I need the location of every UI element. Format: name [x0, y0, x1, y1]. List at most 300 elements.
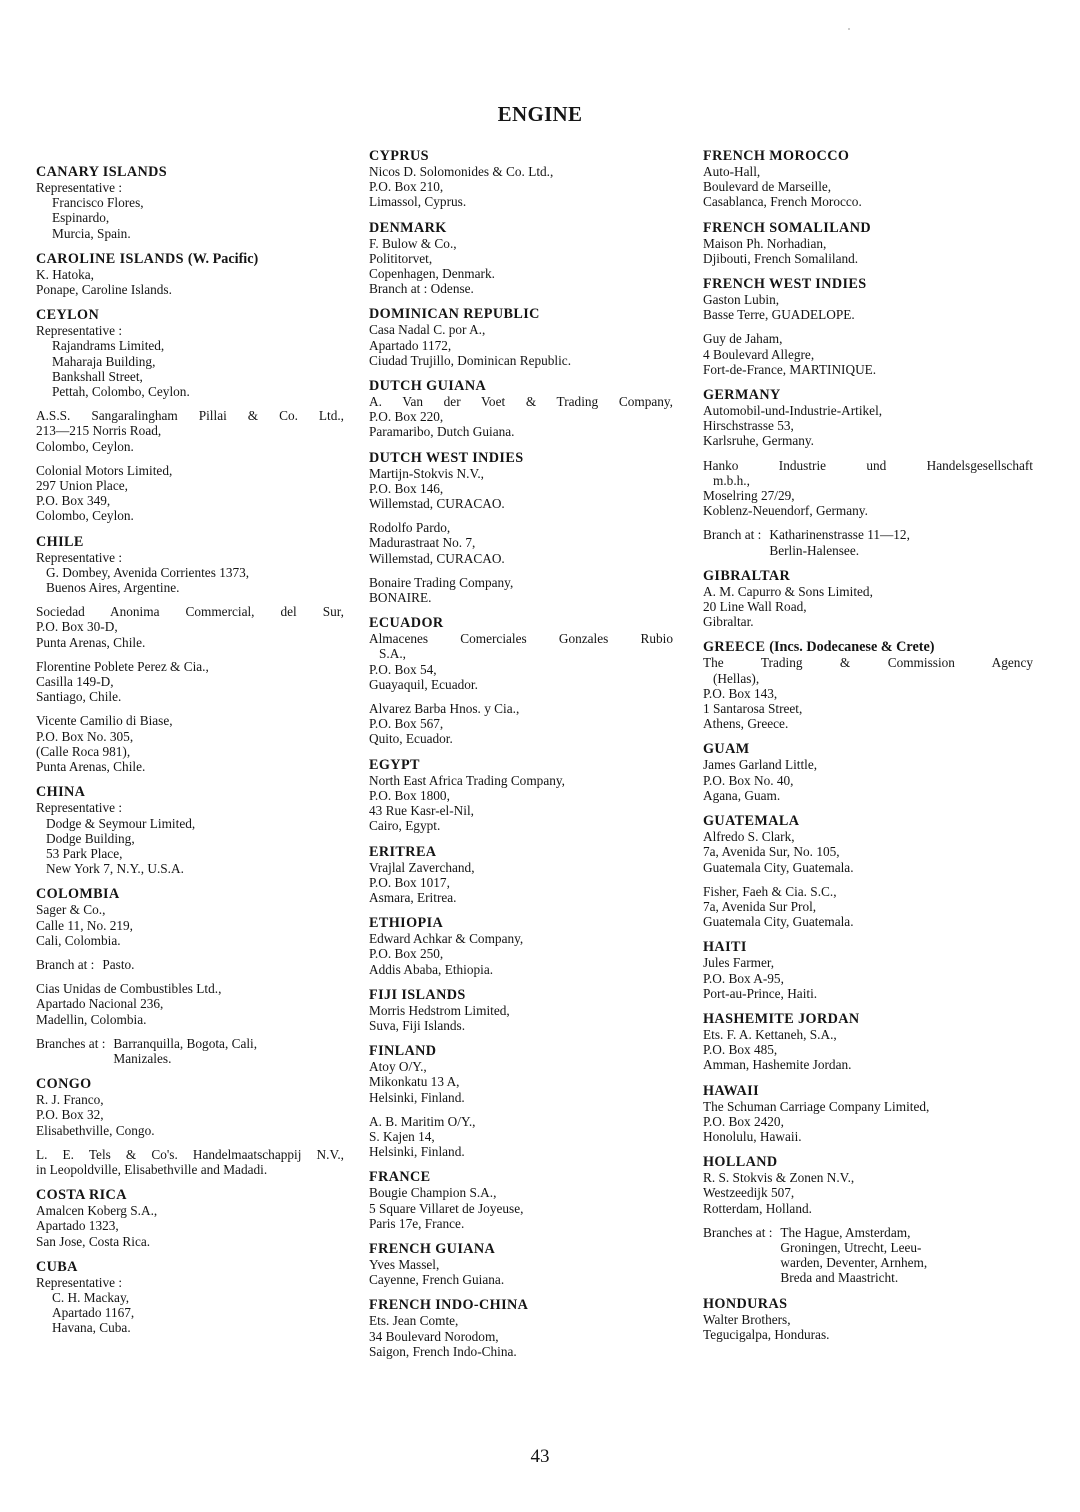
address-line: Guayaquil, Ecuador.: [369, 676, 478, 692]
address-line: 1 Santarosa Street,: [703, 701, 803, 717]
address-line: Nicos D. Solomonides & Co. Ltd.,: [369, 164, 554, 179]
address-line: 4 Boulevard Allegre,: [703, 346, 815, 362]
country-heading: [369, 1297, 673, 1313]
country-heading: [703, 1011, 1033, 1027]
address-line: 297 Union Place,: [36, 478, 128, 494]
country-name: FRENCH INDO-CHINA: [369, 1297, 529, 1314]
address-line: Ciudad Trujillo, Dominican Republic.: [369, 352, 572, 368]
country-heading: [703, 939, 1033, 955]
address-block: [369, 1185, 673, 1231]
address-block: [703, 164, 1033, 210]
address-line: Willemstad, CURACAO.: [369, 550, 505, 566]
address-line: 20 Line Wall Road,: [703, 599, 807, 615]
address-line: Martijn-Stokvis N.V.,: [369, 465, 485, 481]
address-line: Dodge & Seymour Limited,: [46, 815, 196, 831]
address-line: Basse Terre, GUADELOPE.: [703, 307, 855, 323]
branch-place: warden, Deventer, Arnhem,: [780, 1255, 928, 1271]
country-section: [703, 568, 1033, 630]
country-heading: [369, 757, 673, 773]
address-line: Hirschstrasse 53,: [703, 418, 794, 434]
address-line: Paris 17e, France.: [369, 1215, 465, 1231]
address-line: P.O. Box 146,: [369, 480, 444, 496]
address-line: Quito, Ecuador.: [369, 731, 453, 747]
address-block: [703, 884, 1033, 930]
country-name: CAROLINE ISLANDS: [36, 250, 184, 267]
address-line: Maharaja Building,: [52, 353, 156, 369]
address-block: [36, 1203, 344, 1249]
country-qualifier: (W. Pacific): [187, 250, 259, 267]
country-heading: [369, 148, 673, 164]
country-name: CUBA: [36, 1258, 78, 1275]
address-line: P.O. Box 567,: [369, 716, 444, 732]
country-section: [36, 534, 344, 775]
address-block: [36, 713, 344, 774]
country-section: [369, 1043, 673, 1159]
country-section: [369, 1241, 673, 1287]
address-line: 43 Rue Kasr-el-Nil,: [369, 803, 474, 819]
address-line: Punta Arenas, Chile.: [36, 634, 146, 650]
address-line: Fisher, Faeh & Cia. S.C.,: [703, 883, 837, 899]
address-line: Cairo, Egypt.: [369, 818, 441, 834]
address-line: P.O. Box 1017,: [369, 874, 450, 890]
country-section: [36, 886, 344, 1066]
country-section: [369, 757, 673, 834]
country-section: [703, 148, 1033, 210]
country-name: EGYPT: [369, 756, 420, 773]
country-name: CHILE: [36, 533, 84, 550]
country-heading: [36, 534, 344, 550]
country-section: [369, 987, 673, 1033]
branch-entry: [703, 1225, 1033, 1286]
country-name: HONDURAS: [703, 1295, 788, 1312]
country-name: CONGO: [36, 1076, 92, 1093]
address-line: Automobil-und-Industrie-Artikel,: [703, 403, 883, 419]
address-line: in Leopoldville, Elisabethville and Madadi.: [36, 1161, 268, 1177]
address-line: Ets. Jean Comte,: [369, 1313, 459, 1329]
country-heading: [36, 164, 344, 180]
address-block: [369, 1059, 673, 1105]
address-line: A. B. Maritim O/Y.,: [369, 1113, 476, 1129]
country-name: CANARY ISLANDS: [36, 164, 168, 180]
address-line: Port-au-Prince, Haiti.: [703, 985, 818, 1001]
branch-places: [772, 1225, 1033, 1286]
address-line: A.S.S. Sangaralingham Pillai & Co. Ltd.,: [36, 408, 344, 424]
address-block: [369, 701, 673, 747]
address-line: Limassol, Cyprus.: [369, 194, 467, 210]
address-line: North East Africa Trading Company,: [369, 772, 565, 788]
country-name: HAITI: [703, 939, 747, 956]
address-line: Athens, Greece.: [703, 716, 789, 732]
country-section: [703, 1296, 1033, 1342]
address-line: S.A.,: [379, 646, 406, 662]
address-line: Guatemala City, Guatemala.: [703, 859, 854, 875]
branch-entry: [36, 957, 344, 972]
address-line: Madellin, Colombia.: [36, 1011, 147, 1027]
country-heading: [369, 1043, 673, 1059]
address-line: Atoy O/Y.,: [369, 1059, 427, 1075]
address-line: Murcia, Spain.: [52, 225, 131, 241]
address-line: Casa Nadal C. por A.,: [369, 322, 486, 338]
address-line: Colombo, Ceylon.: [36, 438, 134, 454]
address-block: [36, 267, 344, 297]
address-line: (Calle Roca 981),: [36, 743, 131, 759]
address-line: Suva, Fiji Islands.: [369, 1017, 466, 1033]
country-heading: [36, 1259, 344, 1275]
country-name: DENMARK: [369, 219, 447, 236]
address-block: [369, 1114, 673, 1160]
country-name: FRANCE: [369, 1169, 431, 1186]
country-section: [369, 615, 673, 746]
country-section: [36, 164, 344, 241]
address-block: [36, 800, 344, 876]
branch-label: Branch at :: [36, 956, 95, 972]
country-heading: [36, 784, 344, 800]
address-line: Helsinki, Finland.: [369, 1089, 465, 1105]
address-line: Florentine Poblete Perez & Cia.,: [36, 658, 209, 674]
address-line: Rodolfo Pardo,: [369, 520, 451, 536]
country-heading: [369, 915, 673, 931]
country-section: [369, 844, 673, 906]
address-line: Apartado 1172,: [369, 337, 452, 353]
branch-label: Branches at :: [703, 1224, 773, 1240]
address-line: P.O. Box 30-D,: [36, 619, 118, 635]
address-block: [369, 1257, 673, 1287]
address-line: Vrajlal Zaverchand,: [369, 859, 475, 875]
address-line: Casablanca, French Morocco.: [703, 194, 862, 210]
address-line: P.O. Box 54,: [369, 661, 437, 677]
address-block: [703, 292, 1033, 322]
address-line: Alvarez Barba Hnos. y Cia.,: [369, 701, 520, 717]
address-block: [36, 1275, 344, 1336]
country-heading: [703, 639, 1033, 655]
address-block: [369, 520, 673, 566]
address-block: [36, 323, 344, 399]
country-heading: [36, 251, 344, 267]
address-line: Helsinki, Finland.: [369, 1144, 465, 1160]
address-block: [703, 236, 1033, 266]
country-section: [703, 276, 1033, 377]
address-line: Polititorvet,: [369, 250, 433, 266]
country-section: [703, 939, 1033, 1001]
branch-places: [94, 957, 344, 972]
branch-place: The Hague, Amsterdam,: [780, 1224, 911, 1240]
country-name: FRENCH MOROCCO: [703, 148, 850, 164]
address-block: [703, 458, 1033, 519]
address-line: S. Kajen 14,: [369, 1128, 435, 1144]
address-line: Branch at : Odense.: [369, 281, 474, 297]
country-section: [703, 1011, 1033, 1073]
address-line: Vicente Camilio di Biase,: [36, 713, 173, 729]
address-block: [36, 902, 344, 948]
column-2: [369, 148, 673, 1369]
address-line: Representative :: [36, 549, 123, 565]
address-line: Gibraltar.: [703, 614, 754, 630]
address-line: Agana, Guam.: [703, 787, 781, 803]
address-line: San Jose, Costa Rica.: [36, 1233, 151, 1249]
address-line: Representative :: [36, 1274, 123, 1290]
branch-place: Manizales.: [113, 1050, 172, 1066]
address-line: Cayenne, French Guiana.: [369, 1272, 505, 1288]
address-line: BONAIRE.: [369, 590, 432, 606]
country-name: DUTCH WEST INDIES: [369, 449, 524, 466]
address-block: [36, 408, 344, 454]
country-section: [369, 378, 673, 440]
address-line: Bonaire Trading Company,: [369, 574, 514, 590]
address-line: Francisco Flores,: [52, 195, 144, 211]
address-line: K. Hatoka,: [36, 266, 94, 282]
address-line: Maison Ph. Norhadian,: [703, 235, 827, 251]
country-name: FRENCH WEST INDIES: [703, 276, 867, 293]
country-name: CHINA: [36, 784, 86, 801]
address-line: Sociedad Anonima Commercial, del Sur,: [36, 604, 344, 620]
country-heading: [36, 886, 344, 902]
address-line: Cias Unidas de Combustibles Ltd.,: [36, 981, 222, 997]
address-line: 7a, Avenida Sur, No. 105,: [703, 844, 840, 860]
country-heading: [36, 1187, 344, 1203]
address-line: James Garland Little,: [703, 757, 818, 773]
branch-place: Berlin-Halensee.: [769, 542, 860, 558]
address-block: [369, 860, 673, 906]
country-heading: [369, 220, 673, 236]
address-block: [703, 757, 1033, 803]
address-block: [36, 1147, 344, 1177]
address-line: Edward Achkar & Company,: [369, 931, 524, 947]
address-block: [369, 1313, 673, 1359]
address-line: R. S. Stokvis & Zonen N.V.,: [703, 1170, 855, 1186]
address-line: Yves Massel,: [369, 1256, 440, 1272]
address-line: Willemstad, CURACAO.: [369, 496, 505, 512]
address-block: [703, 655, 1033, 731]
branch-place: Groningen, Utrecht, Leeu-: [780, 1239, 922, 1255]
country-name: GREECE: [703, 639, 766, 656]
country-section: [369, 1169, 673, 1231]
address-block: [703, 1170, 1033, 1216]
address-line: (Hellas),: [713, 670, 760, 686]
country-section: [369, 220, 673, 297]
address-line: Colonial Motors Limited,: [36, 462, 173, 478]
address-line: P.O. Box 210,: [369, 179, 444, 195]
address-line: P.O. Box A-95,: [703, 970, 784, 986]
country-section: [703, 1083, 1033, 1145]
address-line: Punta Arenas, Chile.: [36, 759, 146, 775]
address-line: Guy de Jaham,: [703, 331, 783, 347]
address-line: P.O. Box 32,: [36, 1107, 104, 1123]
address-line: G. Dombey, Avenida Corrientes 1373,: [46, 564, 250, 580]
country-section: [703, 1154, 1033, 1285]
address-line: New York 7, N.Y., U.S.A.: [46, 861, 184, 877]
address-line: P.O. Box 485,: [703, 1042, 778, 1058]
address-block: [369, 164, 673, 210]
address-line: Addis Ababa, Ethiopia.: [369, 961, 494, 977]
address-line: Jules Farmer,: [703, 955, 775, 971]
address-line: P.O. Box 2420,: [703, 1113, 784, 1129]
address-block: [36, 1092, 344, 1138]
country-name: COSTA RICA: [36, 1187, 127, 1204]
country-name: HAWAII: [703, 1082, 760, 1099]
country-heading: [36, 307, 344, 323]
address-line: Guatemala City, Guatemala.: [703, 914, 854, 930]
branch-label: Branches at :: [36, 1035, 106, 1051]
branch-places: [761, 527, 1033, 557]
address-line: Paramaribo, Dutch Guiana.: [369, 424, 515, 440]
country-section: [703, 387, 1033, 558]
address-line: Saigon, French Indo-China.: [369, 1343, 517, 1359]
address-line: Cali, Colombia.: [36, 932, 121, 948]
address-line: Buenos Aires, Argentine.: [46, 580, 180, 596]
address-block: [36, 550, 344, 596]
country-name: FRENCH GUIANA: [369, 1240, 496, 1257]
branch-entry: [36, 1036, 344, 1066]
country-name: FIJI ISLANDS: [369, 986, 466, 1003]
address-line: Honolulu, Hawaii.: [703, 1128, 802, 1144]
address-line: Colombo, Ceylon.: [36, 508, 134, 524]
country-name: HASHEMITE JORDAN: [703, 1010, 860, 1027]
country-section: [36, 784, 344, 876]
address-block: [36, 659, 344, 705]
address-line: Fort-de-France, MARTINIQUE.: [703, 361, 877, 377]
address-block: [703, 584, 1033, 630]
address-line: Espinardo,: [52, 210, 110, 226]
address-block: [703, 1312, 1033, 1342]
country-name: GUAM: [703, 741, 750, 758]
country-section: [36, 1076, 344, 1177]
country-heading: [369, 450, 673, 466]
country-heading: [703, 276, 1033, 292]
address-block: [703, 829, 1033, 875]
country-name: CYPRUS: [369, 148, 429, 164]
country-heading: [369, 987, 673, 1003]
address-block: [36, 981, 344, 1027]
country-heading: [703, 741, 1033, 757]
country-heading: [703, 1296, 1033, 1312]
address-line: Casilla 149-D,: [36, 674, 114, 690]
address-line: 53 Park Place,: [46, 845, 123, 861]
country-name: FINLAND: [369, 1043, 437, 1060]
address-line: The Trading & Commission Agency: [703, 655, 1033, 671]
address-line: Madurastraat No. 7,: [369, 535, 476, 551]
address-line: A. Van der Voet & Trading Company,: [369, 394, 673, 410]
country-heading: [369, 306, 673, 322]
address-line: Koblenz-Neuendorf, Germany.: [703, 503, 868, 519]
address-line: L. E. Tels & Co's. Handelmaatschappij N.V.,: [36, 1146, 344, 1162]
branch-places: [105, 1036, 344, 1066]
country-heading: [369, 1169, 673, 1185]
country-section: [703, 813, 1033, 929]
country-name: GIBRALTAR: [703, 567, 791, 584]
address-line: Hanko Industrie und Handelsgesellschaft: [703, 457, 1033, 473]
country-qualifier: (Incs. Dodecanese & Crete): [769, 639, 935, 656]
country-heading: [703, 813, 1033, 829]
address-line: Karlsruhe, Germany.: [703, 433, 815, 449]
address-block: [36, 463, 344, 524]
address-block: [369, 466, 673, 512]
country-name: CEYLON: [36, 307, 100, 324]
address-line: F. Bulow & Co.,: [369, 235, 457, 251]
address-line: Calle 11, No. 219,: [36, 917, 134, 933]
address-line: Pettah, Colombo, Ceylon.: [52, 384, 190, 400]
country-section: [703, 741, 1033, 803]
address-line: Rotterdam, Holland.: [703, 1200, 812, 1216]
country-section: [36, 1259, 344, 1336]
country-section: [36, 307, 344, 523]
country-heading: [703, 220, 1033, 236]
address-line: Apartado 1323,: [36, 1218, 119, 1234]
address-line: m.b.h.,: [713, 472, 750, 488]
country-heading: [703, 148, 1033, 164]
address-line: Bougie Champion S.A.,: [369, 1185, 497, 1201]
address-line: Moselring 27/29,: [703, 488, 795, 504]
address-line: Westzeedijk 507,: [703, 1185, 795, 1201]
scan-speck: [848, 28, 850, 30]
country-heading: [369, 378, 673, 394]
address-line: P.O. Box 1800,: [369, 787, 450, 803]
address-line: Ponape, Caroline Islands.: [36, 282, 172, 298]
country-name: DOMINICAN REPUBLIC: [369, 306, 540, 323]
address-line: Sager & Co.,: [36, 902, 106, 918]
address-line: Morris Hedstrom Limited,: [369, 1002, 510, 1018]
address-line: Copenhagen, Denmark.: [369, 266, 495, 282]
country-section: [369, 306, 673, 368]
page-title: ENGINE: [497, 102, 583, 126]
address-line: Boulevard de Marseille,: [703, 179, 832, 195]
country-name: GUATEMALA: [703, 813, 800, 830]
address-line: Ets. F. A. Kettaneh, S.A.,: [703, 1026, 837, 1042]
address-line: Auto-Hall,: [703, 164, 761, 179]
country-section: [369, 450, 673, 606]
country-section: [369, 915, 673, 977]
country-heading: [703, 568, 1033, 584]
address-block: [703, 403, 1033, 449]
address-line: Asmara, Eritrea.: [369, 889, 457, 905]
branch-entry: [703, 527, 1033, 557]
country-name: ETHIOPIA: [369, 915, 444, 932]
column-1: [36, 164, 344, 1346]
address-line: Apartado Nacional 236,: [36, 996, 164, 1012]
country-name: GERMANY: [703, 387, 781, 404]
address-line: Amalcen Koberg S.A.,: [36, 1203, 158, 1219]
address-line: P.O. Box 220,: [369, 409, 444, 425]
country-section: [703, 220, 1033, 266]
country-name: FRENCH SOMALILAND: [703, 219, 871, 236]
address-block: [369, 394, 673, 440]
address-line: P.O. Box No. 40,: [703, 772, 794, 788]
address-line: Djibouti, French Somaliland.: [703, 250, 859, 266]
address-line: R. J. Franco,: [36, 1092, 104, 1108]
address-line: Mikonkatu 13 A,: [369, 1074, 460, 1090]
country-heading: [369, 844, 673, 860]
address-block: [703, 955, 1033, 1001]
country-heading: [703, 1154, 1033, 1170]
address-block: [369, 322, 673, 368]
column-3: [703, 148, 1033, 1352]
address-line: Representative :: [36, 180, 123, 195]
country-heading: [703, 1083, 1033, 1099]
country-name: COLOMBIA: [36, 886, 120, 903]
country-name: HOLLAND: [703, 1154, 778, 1171]
address-line: C. H. Mackay,: [52, 1289, 130, 1305]
country-heading: [703, 387, 1033, 403]
address-line: 34 Boulevard Norodom,: [369, 1328, 499, 1344]
branch-label: Branch at :: [703, 527, 762, 543]
address-block: [703, 1099, 1033, 1145]
country-section: [703, 639, 1033, 731]
address-block: [36, 180, 344, 241]
address-line: Apartado 1167,: [52, 1305, 135, 1321]
address-line: Rajandrams Limited,: [52, 338, 165, 354]
address-line: Elisabethville, Congo.: [36, 1122, 155, 1138]
country-heading: [36, 1076, 344, 1092]
address-line: P.O. Box No. 305,: [36, 728, 134, 744]
